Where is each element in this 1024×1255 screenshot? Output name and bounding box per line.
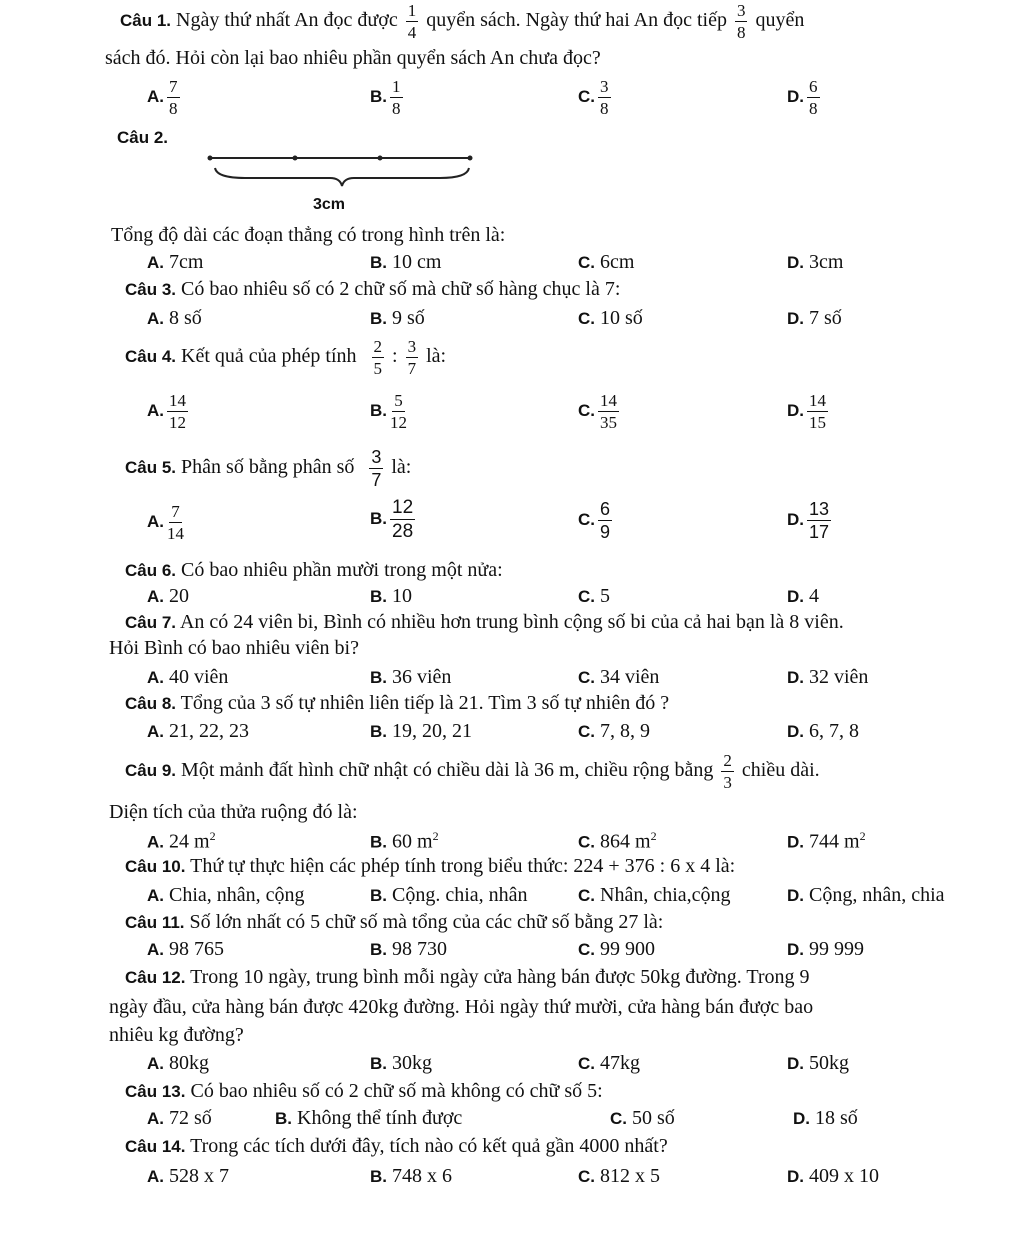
q1-text-a: Ngày thứ nhất An đọc được — [176, 9, 398, 32]
q2-option-d: D. 3cm — [787, 251, 844, 273]
q6-option-d: D. 4 — [787, 585, 819, 607]
q7-line2: Hỏi Bình có bao nhiêu viên bi? — [109, 637, 359, 659]
q9-option-b: B. 60 $m^2$ — [370, 829, 439, 853]
segment-figure — [205, 150, 480, 195]
q14-option-c: C. 812 x 5 — [578, 1165, 660, 1187]
q11-question: Câu 11. Số lớn nhất có 5 chữ số mà tổng của các chữ số bằng 27 là: — [125, 911, 664, 933]
q10-option-d: D. Cộng, nhân, chia — [787, 884, 945, 906]
q10-option-a: A. Chia, nhân, cộng — [147, 884, 305, 906]
q8-question: Câu 8. Tổng của 3 số tự nhiên liên tiếp là 21. Tìm 3 số tự nhiên đó ? — [125, 692, 670, 714]
q10-option-c: C. Nhân, chia,cộng — [578, 884, 731, 906]
q6-option-a: A. 20 — [147, 585, 189, 607]
q10-option-b: B. Cộng. chia, nhân — [370, 884, 528, 906]
q1-line2: sách đó. Hỏi còn lại bao nhiêu phần quyển sách An chưa đọc? — [105, 47, 601, 69]
q2-option-c: C. 6cm — [578, 251, 635, 273]
q13-option-a: A. 72 số — [147, 1107, 212, 1129]
q1-option-b: B. $\frac{1}{8}$ — [370, 77, 401, 118]
q1-frac1: $\frac{1}{4}$ — [407, 1, 417, 42]
q9-option-c: C. 864 $m^2$ — [578, 829, 657, 853]
q4-option-c: C. $\frac{14}{35}$ — [578, 391, 617, 432]
q5-option-c: C. $\frac{6}{9}$ — [578, 499, 611, 542]
q8-option-b: B. 19, 20, 21 — [370, 720, 472, 742]
q9-option-a: A. 24 $m^2$ — [147, 829, 216, 853]
q8-option-d: D. 6, 7, 8 — [787, 720, 859, 742]
q7-question: Câu 7. An có 24 viên bi, Bình có nhiều hơn trung bình cộng số bi của cả hai bạn là 8 viên. — [125, 611, 844, 633]
q1-option-c: C. $\frac{3}{8}$ — [578, 77, 609, 118]
q5-option-a: A. $\frac{7}{14}$ — [147, 502, 184, 543]
q1-option-a: A. $\frac{7}{8}$ — [147, 77, 178, 118]
q1-text-b: quyển sách. Ngày thứ hai An đọc tiếp — [426, 9, 727, 32]
q2-text: Tổng độ dài các đoạn thẳng có trong hình trên là: — [111, 224, 506, 246]
q7-option-a: A. 40 viên — [147, 666, 229, 688]
q4-option-a: A. $\frac{14}{12}$ — [147, 391, 186, 432]
q11-option-b: B. 98 730 — [370, 938, 447, 960]
q9-line2: Diện tích của thửa ruộng đó là: — [109, 801, 358, 823]
q13-option-b: B. Không thể tính được — [275, 1107, 463, 1129]
q1-text-c: quyển — [755, 9, 805, 32]
q1-label: Câu 1. — [120, 11, 172, 31]
q14-question: Câu 14. Trong các tích dưới đây, tích nào có kết quả gần 4000 nhất? — [125, 1135, 668, 1157]
q4-option-d: D. $\frac{14}{15}$ — [787, 391, 826, 432]
q3-question: Câu 3. Có bao nhiêu số có 2 chữ số mà chữ số hàng chục là 7: — [125, 278, 621, 300]
q12-line3: nhiêu kg đường? — [109, 1024, 244, 1046]
q12-line2: ngày đầu, cửa hàng bán được 420kg đường. Hỏi ngày thứ mười, cửa hàng bán được bao — [109, 996, 814, 1018]
q11-option-c: C. 99 900 — [578, 938, 655, 960]
q4-question: Câu 4. Kết quả của phép tính $\frac{2}{5}$ : $\frac{3}{7}$ là: — [125, 337, 447, 378]
q5-option-b: B. $\frac{12}{28}$ — [370, 497, 414, 542]
q2-option-a: A. 7cm — [147, 251, 204, 273]
q7-option-d: D. 32 viên — [787, 666, 869, 688]
q3-option-b: B. 9 số — [370, 307, 425, 329]
q3-option-d: D. 7 số — [787, 307, 842, 329]
q14-option-b: B. 748 x 6 — [370, 1165, 452, 1187]
q5-question: Câu 5. Phân số bằng phân số $\frac{3}{7}$ là: — [125, 447, 412, 490]
q12-option-a: A. 80kg — [147, 1052, 209, 1074]
q2-label: Câu 2. — [117, 128, 169, 147]
q14-option-a: A. 528 x 7 — [147, 1165, 229, 1187]
q7-option-b: B. 36 viên — [370, 666, 452, 688]
q13-question: Câu 13. Có bao nhiêu số có 2 chữ số mà không có chữ số 5: — [125, 1080, 603, 1102]
q12-question: Câu 12. Trong 10 ngày, trung bình mỗi ngày cửa hàng bán được 50kg đường. Trong 9 — [125, 966, 810, 988]
q4-option-b: B. $\frac{5}{12}$ — [370, 391, 407, 432]
q6-question: Câu 6. Có bao nhiêu phần mười trong một nửa: — [125, 559, 503, 581]
q8-option-c: C. 7, 8, 9 — [578, 720, 650, 742]
q2-figure-label: 3cm — [313, 196, 346, 213]
q8-option-a: A. 21, 22, 23 — [147, 720, 249, 742]
q1-frac2: $\frac{3}{8}$ — [736, 1, 746, 42]
q12-option-b: B. 30kg — [370, 1052, 432, 1074]
q10-question: Câu 10. Thứ tự thực hiện các phép tính trong biểu thức: 224 + 376 : 6 x 4 là: — [125, 855, 736, 877]
q14-option-d: D. 409 x 10 — [787, 1165, 879, 1187]
q3-option-c: C. 10 số — [578, 307, 643, 329]
q13-option-c: C. 50 số — [610, 1107, 675, 1129]
q1-line1 — [120, 2, 804, 41]
q9-question: Câu 9. Một mảnh đất hình chữ nhật có chiều dài là 36 m, chiều rộng bằng $\frac{2}{3}$ chiều dài. — [125, 751, 820, 792]
q13-option-d: D. 18 số — [793, 1107, 858, 1129]
q12-option-d: D. 50kg — [787, 1052, 849, 1074]
q6-option-c: C. 5 — [578, 585, 610, 607]
q7-option-c: C. 34 viên — [578, 666, 660, 688]
q9-option-d: D. 744 $m^2$ — [787, 829, 866, 853]
q12-option-c: C. 47kg — [578, 1052, 640, 1074]
q6-option-b: B. 10 — [370, 585, 412, 607]
q1-option-d: D. $\frac{6}{8}$ — [787, 77, 818, 118]
q11-option-a: A. 98 765 — [147, 938, 224, 960]
q2-option-b: B. 10 cm — [370, 251, 442, 273]
q11-option-d: D. 99 999 — [787, 938, 864, 960]
q3-option-a: A. 8 số — [147, 307, 202, 329]
q5-option-d: D. $\frac{13}{17}$ — [787, 499, 830, 542]
